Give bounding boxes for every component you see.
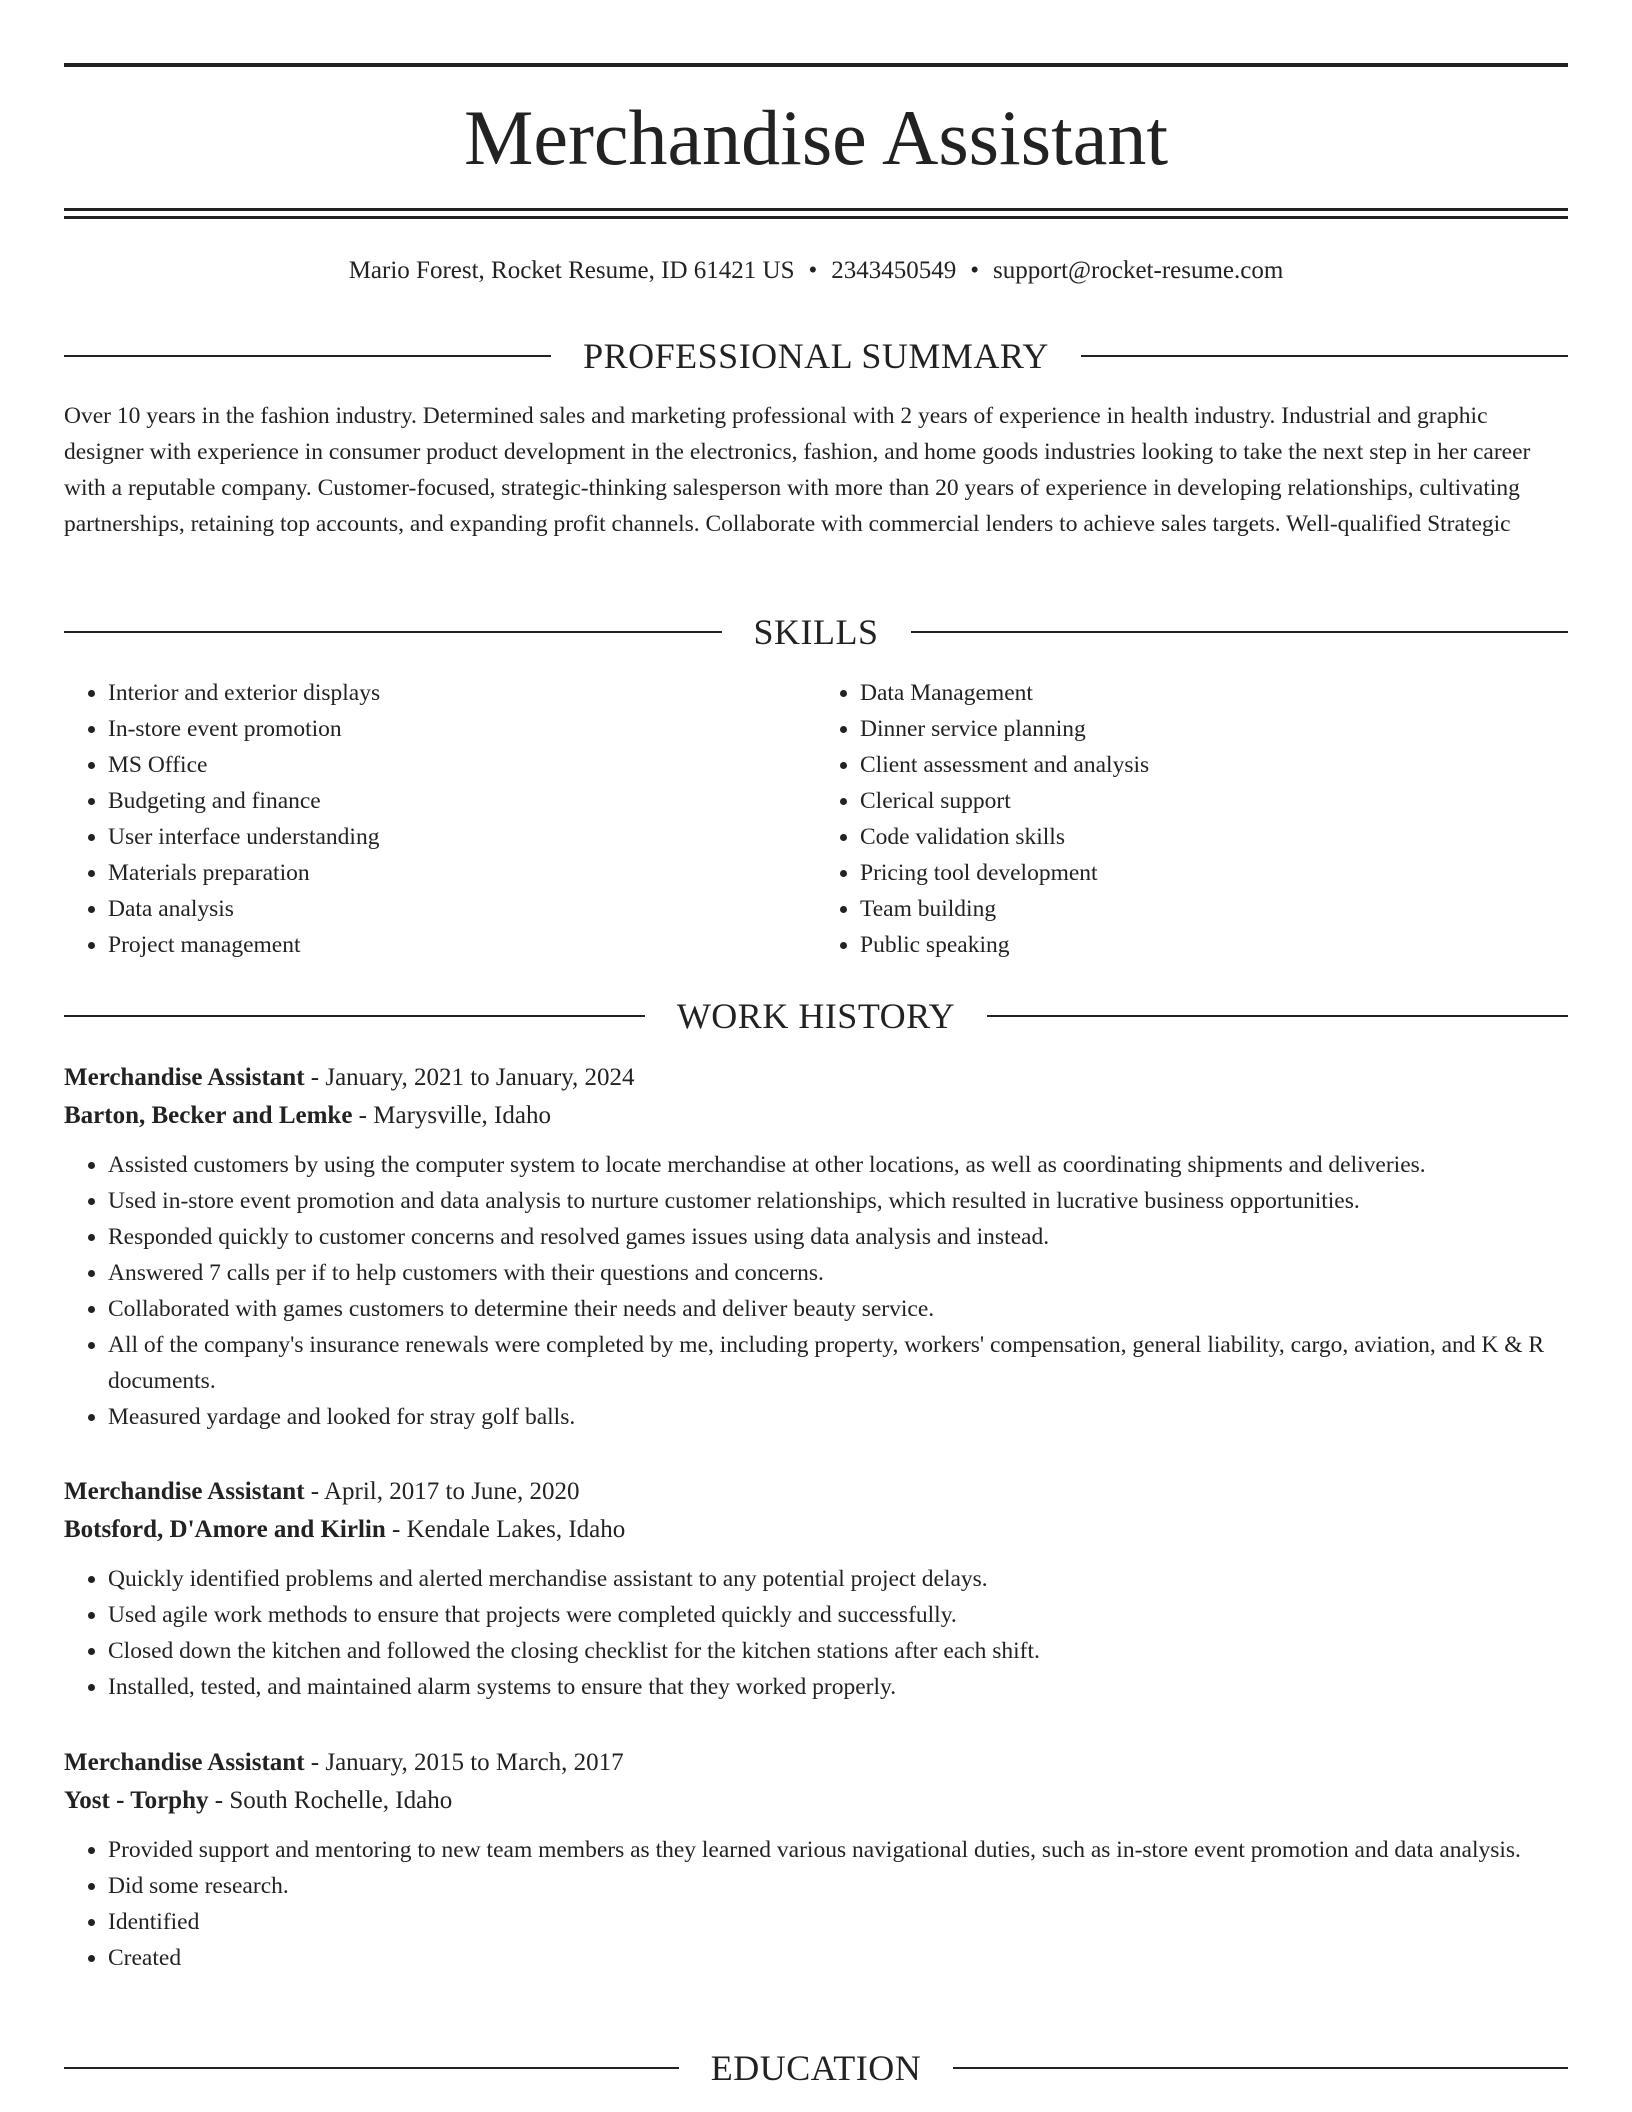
contact-email: support@rocket-resume.com [993, 257, 1284, 284]
skill-item: • Dinner service planning [860, 711, 1568, 747]
job-bullets [64, 1832, 1568, 1976]
contact-phone: 2343450549 [831, 257, 957, 284]
job-company-line [64, 1097, 1568, 1135]
heading-rule-right [911, 631, 1569, 633]
job-bullet: • Responded quickly to customer concerns and resolved games issues using data analysis and instead. [108, 1219, 1568, 1255]
job-title-line [64, 1059, 1568, 1097]
job-title-line [64, 1744, 1568, 1782]
skill-item: • Budgeting and finance [108, 783, 816, 819]
job-bullets [64, 1561, 1568, 1705]
summary-heading-label: PROFESSIONAL SUMMARY [583, 336, 1049, 376]
job-bullet: • Collaborated with games customers to determine their needs and deliver beauty service. [108, 1291, 1568, 1327]
heading-rule-right [987, 1015, 1568, 1017]
job-company-line [64, 1782, 1568, 1820]
heading-rule-right [953, 2067, 1568, 2069]
job-entry [64, 1744, 1568, 1976]
heading-rule-left [64, 631, 722, 633]
skill-item: • Project management [108, 927, 816, 963]
education-heading [64, 2046, 1568, 2090]
contact-line [64, 254, 1568, 288]
job-company: Barton, Becker and Lemke [64, 1102, 353, 1129]
job-location: - Marysville, Idaho [352, 1102, 551, 1129]
skill-item: • Data Management [860, 675, 1568, 711]
job-bullet: • Quickly identified problems and alerted merchandise assistant to any potential project delays. [108, 1561, 1568, 1597]
job-dates: - January, 2021 to January, 2024 [304, 1064, 635, 1091]
skill-item: • Data analysis [108, 891, 816, 927]
skill-item: • Public speaking [860, 927, 1568, 963]
job-location: - Kendale Lakes, Idaho [385, 1516, 626, 1543]
job-dates: - January, 2015 to March, 2017 [304, 1749, 624, 1776]
heading-rule-left [64, 1015, 645, 1017]
contact-address: Mario Forest, Rocket Resume, ID 61421 US [348, 257, 795, 284]
job-title: Merchandise Assistant [64, 1478, 305, 1505]
job-bullet: • Measured yardage and looked for stray golf balls. [108, 1399, 1568, 1435]
skill-item: • MS Office [108, 747, 816, 783]
contact-separator: • [970, 257, 980, 284]
job-bullet: • Installed, tested, and maintained alarm systems to ensure that they worked properly. [108, 1669, 1568, 1705]
skill-item: • In-store event promotion [108, 711, 816, 747]
job-title: Merchandise Assistant [64, 1064, 305, 1091]
job-entry [64, 1059, 1568, 1435]
summary-text: Over 10 years in the fashion industry. Determined sales and marketing professional with 2 years of experience in health industry. Industrial and graphic designer with experience in consumer product development in the electronics, fashion, and home goods industries looking to take the next step in her career with a reputable company. Customer-focused, strategic-thinking salesperson with more than 20 years of experience in developing relationships, cultivating partnerships, retaining top accounts, and expanding profit channels. Collaborate with commercial lenders to achieve sales targets. Well-qualified Strategic [64, 403, 1531, 537]
job-bullet: • Assisted customers by using the computer system to locate merchandise at other locations, as well as coordinating shipments and deliveries. [108, 1147, 1568, 1183]
summary-heading [64, 334, 1568, 378]
heading-rule-left [64, 355, 551, 357]
skills-columns [64, 675, 1568, 963]
skill-item: • User interface understanding [108, 819, 816, 855]
job-title: Merchandise Assistant [64, 1749, 305, 1776]
job-bullet: • Provided support and mentoring to new team members as they learned various navigational duties, such as in-store event promotion and data analysis. [108, 1832, 1568, 1868]
work-history-heading [64, 994, 1568, 1038]
top-rule [64, 63, 1568, 67]
job-company: Botsford, D'Amore and Kirlin [64, 1516, 386, 1543]
skills-list-left [64, 675, 816, 963]
skill-item: • Interior and exterior displays [108, 675, 816, 711]
job-bullet: • Closed down the kitchen and followed the closing checklist for the kitchen stations after each shift. [108, 1633, 1568, 1669]
job-title-line [64, 1473, 1568, 1511]
job-bullets [64, 1147, 1568, 1435]
skills-heading [64, 610, 1568, 654]
education-heading-label: EDUCATION [710, 2048, 922, 2088]
job-location: - South Rochelle, Idaho [208, 1787, 453, 1814]
job-bullet: • Used agile work methods to ensure that projects were completed quickly and successfully. [108, 1597, 1568, 1633]
job-bullet: • Answered 7 calls per if to help customers with their questions and concerns. [108, 1255, 1568, 1291]
job-company: Yost - Torphy [64, 1787, 209, 1814]
work-history-heading-label: WORK HISTORY [676, 996, 956, 1036]
heading-rule-right [1081, 355, 1568, 357]
title-rule-upper [64, 208, 1568, 211]
job-bullet: • Identified [108, 1904, 1568, 1940]
job-bullet: • Used in-store event promotion and data analysis to nurture customer relationships, which resulted in lucrative business opportunities. [108, 1183, 1568, 1219]
job-bullet: • Did some research. [108, 1868, 1568, 1904]
skill-item: • Pricing tool development [860, 855, 1568, 891]
job-dates: - April, 2017 to June, 2020 [304, 1478, 580, 1505]
skills-heading-label: SKILLS [753, 612, 879, 652]
skills-list-right [816, 675, 1568, 963]
skill-item: • Code validation skills [860, 819, 1568, 855]
skill-item: • Clerical support [860, 783, 1568, 819]
job-entry [64, 1473, 1568, 1705]
job-bullet: • Created [108, 1940, 1568, 1976]
job-company-line [64, 1511, 1568, 1549]
skill-item: • Client assessment and analysis [860, 747, 1568, 783]
resume-title: Merchandise Assistant [463, 94, 1169, 181]
heading-rule-left [64, 2067, 679, 2069]
contact-separator: • [808, 257, 818, 284]
job-bullet: • All of the company's insurance renewals were completed by me, including property, workers' compensation, general liability, cargo, aviation, and K & R documents. [108, 1327, 1568, 1399]
skill-item: • Materials preparation [108, 855, 816, 891]
title-rule-lower [64, 216, 1568, 219]
skill-item: • Team building [860, 891, 1568, 927]
